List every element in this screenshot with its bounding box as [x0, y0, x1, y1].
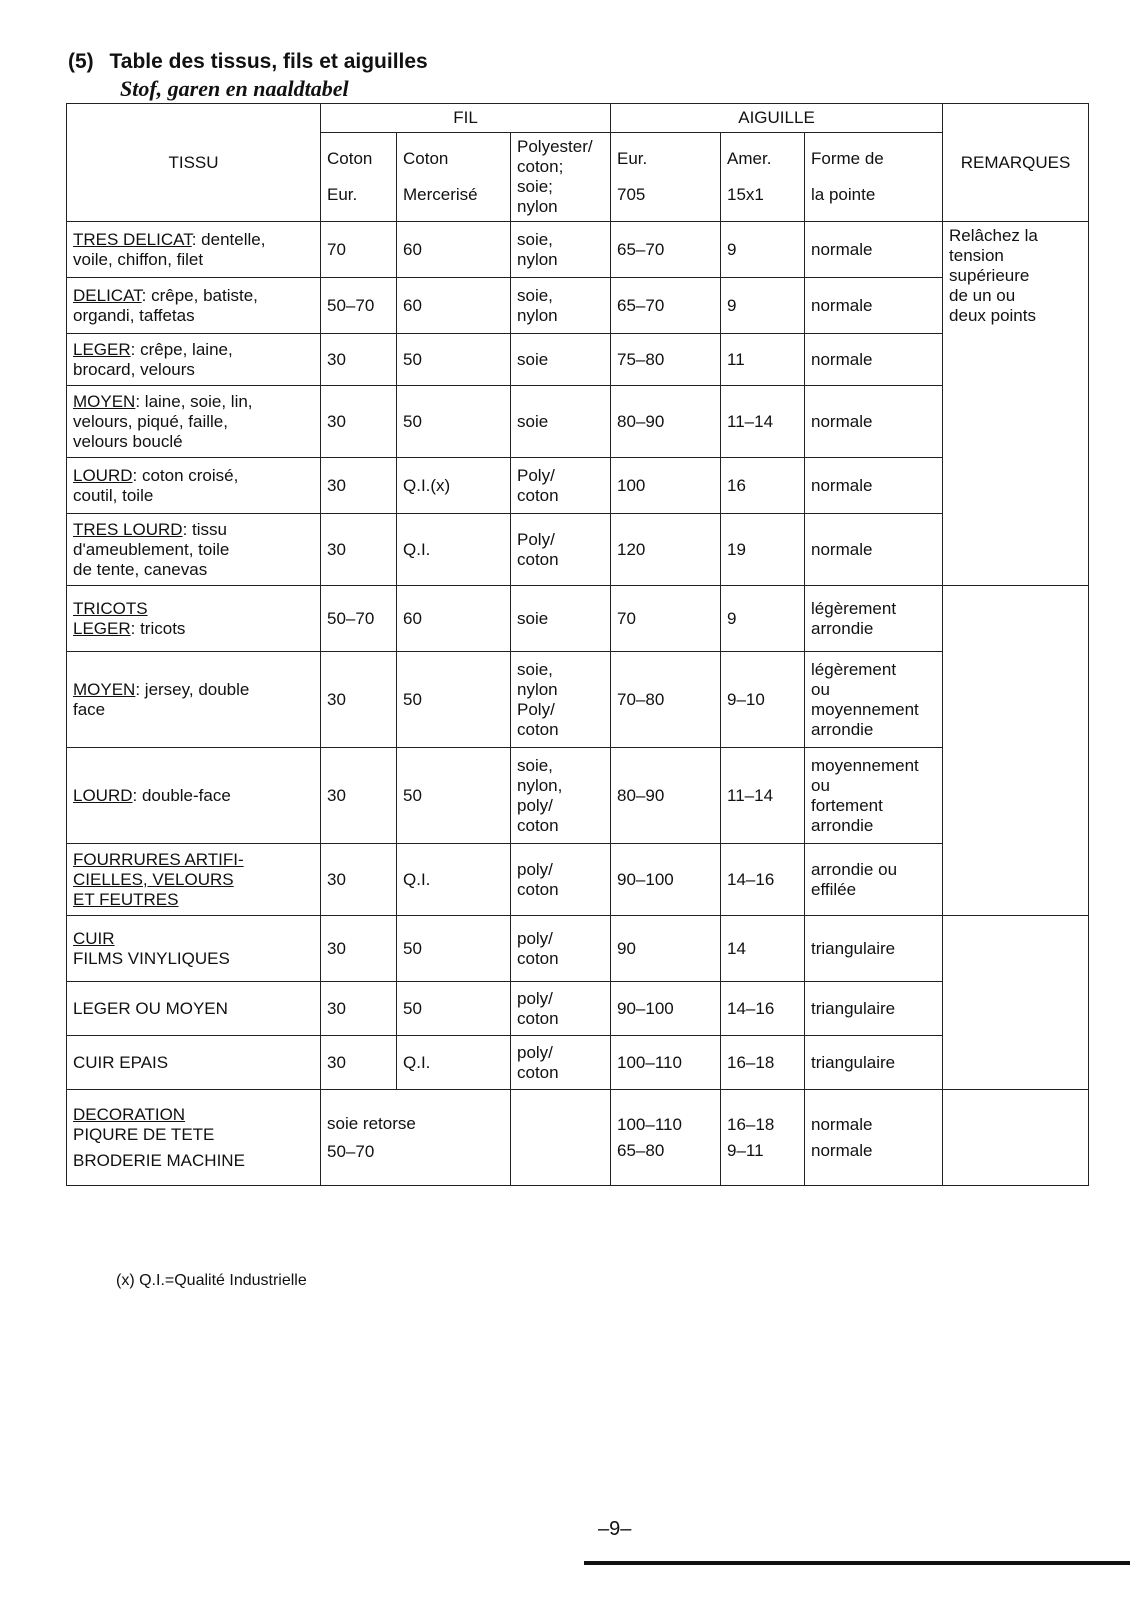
forme-cell: arrondie ou effilée	[805, 844, 943, 916]
forme-cell: triangulaire	[805, 982, 943, 1036]
eur-cell: 120	[611, 514, 721, 586]
poly-cell: poly/ coton	[511, 1036, 611, 1090]
remarks-empty-cell	[943, 1090, 1089, 1186]
eur-cell: 80–90	[611, 748, 721, 844]
mercerise-cell: Q.I.	[397, 514, 511, 586]
header-coton-eur: Coton Eur.	[321, 133, 397, 222]
section-title	[68, 50, 428, 74]
forme-cell: normale	[805, 458, 943, 514]
amer-cell: 9–10	[721, 652, 805, 748]
poly-cell: soie	[511, 586, 611, 652]
title-french: Table des tissus, fils et aiguilles	[109, 50, 428, 73]
header-aiguille: AIGUILLE	[611, 104, 943, 133]
eur-cell: 100–110 65–80	[611, 1090, 721, 1186]
eur-cell: 65–70	[611, 278, 721, 334]
table-row	[67, 458, 1089, 514]
coton-cell: 30	[321, 916, 397, 982]
eur-cell: 90–100	[611, 982, 721, 1036]
bottom-rule	[584, 1561, 1130, 1565]
table-row	[67, 982, 1089, 1036]
coton-cell: 30	[321, 652, 397, 748]
mercerise-cell: 50	[397, 334, 511, 386]
eur-cell: 70–80	[611, 652, 721, 748]
poly-cell: soie	[511, 334, 611, 386]
coton-cell: 30	[321, 982, 397, 1036]
mercerise-cell: 50	[397, 916, 511, 982]
poly-cell: Poly/ coton	[511, 514, 611, 586]
header-tissu: TISSU	[67, 104, 321, 222]
header-coton-mercerise: Coton Mercerisé	[397, 133, 511, 222]
mercerise-cell: 50	[397, 386, 511, 458]
cuir-title: CUIR	[73, 928, 115, 948]
eur-cell: 70	[611, 586, 721, 652]
poly-cell: soie, nylon	[511, 278, 611, 334]
poly-cell: Poly/ coton	[511, 458, 611, 514]
header-eur-705: Eur. 705	[611, 133, 721, 222]
tissu-cell: DELICAT: crêpe, batiste, organdi, taffetas	[67, 278, 321, 334]
eur-cell: 90–100	[611, 844, 721, 916]
poly-cell: poly/ coton	[511, 916, 611, 982]
forme-cell: légèrement arrondie	[805, 586, 943, 652]
amer-cell: 11	[721, 334, 805, 386]
tissu-cell: LOURD: double-face	[67, 748, 321, 844]
header-fil: FIL	[321, 104, 611, 133]
tissu-cell: TRES LOURD: tissu d'ameublement, toile de tente, canevas	[67, 514, 321, 586]
forme-cell: légèrement ou moyennement arrondie	[805, 652, 943, 748]
remarks-cell: Relâchez la tension supérieure de un ou deux points	[943, 222, 1089, 586]
table-row	[67, 278, 1089, 334]
page-number: –9–	[598, 1518, 632, 1540]
mercerise-cell: 60	[397, 278, 511, 334]
poly-cell: soie, nylon, poly/ coton	[511, 748, 611, 844]
table-row	[67, 1036, 1089, 1090]
mercerise-cell: Q.I.	[397, 844, 511, 916]
tissu-cell: MOYEN: jersey, double face	[67, 652, 321, 748]
tissu-cell: FOURRURES ARTIFI- CIELLES, VELOURS ET FEUTRES	[67, 844, 321, 916]
tissu-cell: LOURD: coton croisé, coutil, toile	[67, 458, 321, 514]
coton-cell: 30	[321, 1036, 397, 1090]
poly-cell: soie, nylon	[511, 222, 611, 278]
amer-cell: 9	[721, 586, 805, 652]
tissu-cell: TRICOTS LEGER: tricots	[67, 586, 321, 652]
tissu-cell: LEGER: crêpe, laine, brocard, velours	[67, 334, 321, 386]
poly-cell: soie	[511, 386, 611, 458]
tissu-cell: TRES DELICAT: dentelle, voile, chiffon, filet	[67, 222, 321, 278]
coton-cell: 30	[321, 458, 397, 514]
amer-cell: 19	[721, 514, 805, 586]
forme-cell: moyennement ou fortement arrondie	[805, 748, 943, 844]
amer-cell: 14–16	[721, 982, 805, 1036]
eur-cell: 100–110	[611, 1036, 721, 1090]
tissu-cell: CUIR EPAIS	[67, 1036, 321, 1090]
forme-cell: normale	[805, 514, 943, 586]
forme-cell: normale normale	[805, 1090, 943, 1186]
header-forme: Forme de la pointe	[805, 133, 943, 222]
fabric-thread-needle-table	[66, 103, 1089, 1186]
eur-cell: 75–80	[611, 334, 721, 386]
table-row	[67, 916, 1089, 982]
amer-cell: 11–14	[721, 748, 805, 844]
amer-cell: 14	[721, 916, 805, 982]
forme-cell: normale	[805, 222, 943, 278]
poly-cell: soie, nylon Poly/ coton	[511, 652, 611, 748]
table-row	[67, 586, 1089, 652]
tricots-title: TRICOTS	[73, 598, 148, 618]
mercerise-cell: 50	[397, 982, 511, 1036]
forme-cell: normale	[805, 278, 943, 334]
remarks-empty-cell	[943, 586, 1089, 916]
header-amer-15x1: Amer. 15x1	[721, 133, 805, 222]
coton-cell: 30	[321, 334, 397, 386]
amer-cell: 16–18 9–11	[721, 1090, 805, 1186]
remarks-empty-cell	[943, 916, 1089, 1090]
amer-cell: 16	[721, 458, 805, 514]
mercerise-cell: 60	[397, 222, 511, 278]
mercerise-cell: 50	[397, 652, 511, 748]
mercerise-cell: Q.I.	[397, 1036, 511, 1090]
decoration-title: DECORATION	[73, 1104, 186, 1124]
section-number: (5)	[68, 50, 94, 73]
eur-cell: 100	[611, 458, 721, 514]
poly-empty-cell	[511, 1090, 611, 1186]
amer-cell: 9	[721, 222, 805, 278]
mercerise-cell: Q.I.(x)	[397, 458, 511, 514]
tissu-cell: LEGER OU MOYEN	[67, 982, 321, 1036]
coton-cell: 30	[321, 514, 397, 586]
mercerise-cell: 60	[397, 586, 511, 652]
title-dutch: Stof, garen en naaldtabel	[120, 76, 349, 101]
fil-cell: soie retorse 50–70	[321, 1090, 511, 1186]
forme-cell: normale	[805, 386, 943, 458]
tissu-cell: MOYEN: laine, soie, lin, velours, piqué, faille, velours bouclé	[67, 386, 321, 458]
coton-cell: 70	[321, 222, 397, 278]
eur-cell: 65–70	[611, 222, 721, 278]
table-row	[67, 652, 1089, 748]
footnote: (x) Q.I.=Qualité Industrielle	[116, 1272, 307, 1289]
poly-cell: poly/ coton	[511, 844, 611, 916]
tissu-cell: DECORATION PIQURE DE TETE BRODERIE MACHINE	[67, 1090, 321, 1186]
table-row	[67, 514, 1089, 586]
amer-cell: 16–18	[721, 1036, 805, 1090]
mercerise-cell: 50	[397, 748, 511, 844]
coton-cell: 30	[321, 748, 397, 844]
table-row	[67, 748, 1089, 844]
amer-cell: 9	[721, 278, 805, 334]
forme-cell: triangulaire	[805, 916, 943, 982]
coton-cell: 50–70	[321, 586, 397, 652]
coton-cell: 30	[321, 844, 397, 916]
eur-cell: 90	[611, 916, 721, 982]
tissu-cell: CUIR FILMS VINYLIQUES	[67, 916, 321, 982]
forme-cell: triangulaire	[805, 1036, 943, 1090]
poly-cell: poly/ coton	[511, 982, 611, 1036]
coton-cell: 50–70	[321, 278, 397, 334]
forme-cell: normale	[805, 334, 943, 386]
coton-cell: 30	[321, 386, 397, 458]
header-row-groups	[67, 104, 1089, 133]
table-row	[67, 386, 1089, 458]
amer-cell: 14–16	[721, 844, 805, 916]
header-remarques: REMARQUES	[943, 104, 1089, 222]
eur-cell: 80–90	[611, 386, 721, 458]
header-polyester: Polyester/ coton; soie; nylon	[511, 133, 611, 222]
table-row	[67, 1090, 1089, 1186]
table-row	[67, 334, 1089, 386]
table-row	[67, 222, 1089, 278]
amer-cell: 11–14	[721, 386, 805, 458]
table-row	[67, 844, 1089, 916]
